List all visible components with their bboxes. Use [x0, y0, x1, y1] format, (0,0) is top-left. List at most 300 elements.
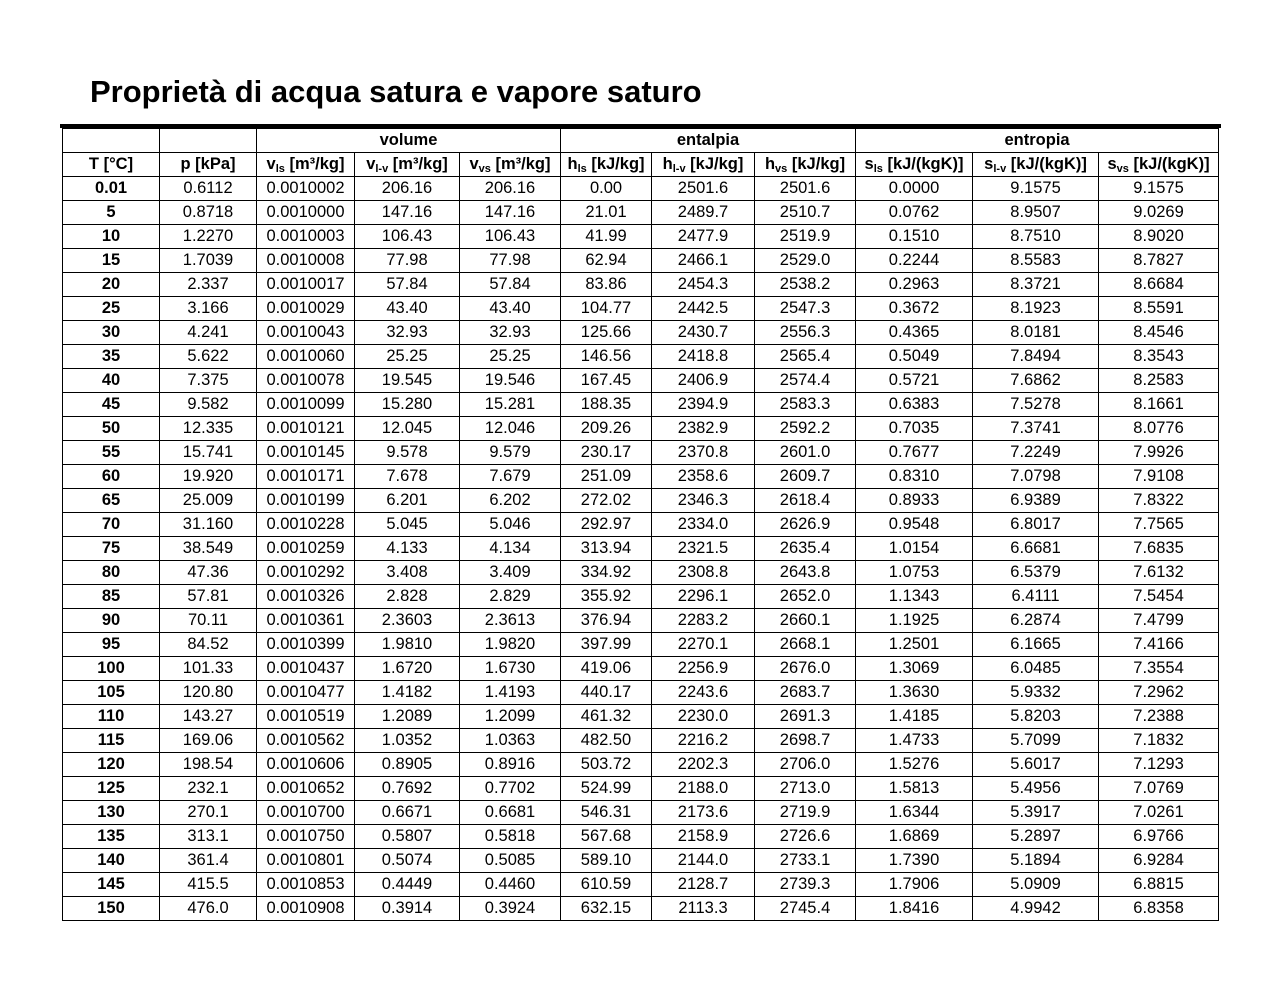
- cell-s-vs: 8.2583: [1099, 369, 1219, 393]
- cell-s-lv: 8.7510: [973, 225, 1099, 249]
- cell-temperature: 110: [63, 705, 160, 729]
- cell-s-ls: 1.4185: [856, 705, 973, 729]
- cell-v-ls: 0.0010477: [257, 681, 355, 705]
- cell-s-ls: 1.1343: [856, 585, 973, 609]
- table-row: [63, 753, 1219, 777]
- cell-pressure: 198.54: [160, 753, 257, 777]
- cell-h-lv: 2501.6: [652, 177, 755, 201]
- cell-pressure: 7.375: [160, 369, 257, 393]
- cell-v-ls: 0.0010437: [257, 657, 355, 681]
- table-row: [63, 177, 1219, 201]
- cell-pressure: 3.166: [160, 297, 257, 321]
- cell-s-lv: 7.6862: [973, 369, 1099, 393]
- table-row: [63, 321, 1219, 345]
- cell-h-vs: 2733.1: [755, 849, 856, 873]
- cell-temperature: 100: [63, 657, 160, 681]
- cell-pressure: 84.52: [160, 633, 257, 657]
- cell-s-ls: 1.4733: [856, 729, 973, 753]
- cell-s-ls: 1.3069: [856, 657, 973, 681]
- cell-s-vs: 7.1832: [1099, 729, 1219, 753]
- cell-h-vs: 2726.6: [755, 825, 856, 849]
- cell-pressure: 31.160: [160, 513, 257, 537]
- cell-h-ls: 503.72: [561, 753, 652, 777]
- cell-h-vs: 2601.0: [755, 441, 856, 465]
- cell-s-lv: 6.4111: [973, 585, 1099, 609]
- table-body: [63, 177, 1219, 921]
- cell-s-ls: 1.5276: [856, 753, 973, 777]
- cell-s-vs: 6.9284: [1099, 849, 1219, 873]
- cell-temperature: 135: [63, 825, 160, 849]
- group-header-row: [63, 129, 1219, 153]
- cell-v-lv: 106.43: [355, 225, 460, 249]
- cell-s-lv: 5.6017: [973, 753, 1099, 777]
- cell-h-lv: 2158.9: [652, 825, 755, 849]
- cell-v-lv: 4.133: [355, 537, 460, 561]
- cell-v-ls: 0.0010399: [257, 633, 355, 657]
- cell-v-lv: 1.6720: [355, 657, 460, 681]
- table-row: [63, 633, 1219, 657]
- cell-temperature: 60: [63, 465, 160, 489]
- cell-v-lv: 0.6671: [355, 801, 460, 825]
- table-row: [63, 249, 1219, 273]
- cell-temperature: 80: [63, 561, 160, 585]
- cell-v-lv: 7.678: [355, 465, 460, 489]
- cell-temperature: 45: [63, 393, 160, 417]
- cell-s-ls: 1.8416: [856, 897, 973, 921]
- cell-s-vs: 7.0769: [1099, 777, 1219, 801]
- cell-h-lv: 2370.8: [652, 441, 755, 465]
- cell-temperature: 150: [63, 897, 160, 921]
- cell-h-lv: 2173.6: [652, 801, 755, 825]
- cell-s-vs: 8.6684: [1099, 273, 1219, 297]
- cell-temperature: 115: [63, 729, 160, 753]
- cell-h-ls: 397.99: [561, 633, 652, 657]
- table-row: [63, 297, 1219, 321]
- cell-s-vs: 9.0269: [1099, 201, 1219, 225]
- cell-s-ls: 1.0154: [856, 537, 973, 561]
- cell-h-lv: 2216.2: [652, 729, 755, 753]
- cell-h-ls: 188.35: [561, 393, 652, 417]
- cell-h-vs: 2556.3: [755, 321, 856, 345]
- cell-h-lv: 2358.6: [652, 465, 755, 489]
- table-row: [63, 585, 1219, 609]
- cell-s-lv: 5.8203: [973, 705, 1099, 729]
- cell-v-vs: 0.8916: [460, 753, 561, 777]
- table-row: [63, 705, 1219, 729]
- cell-s-lv: 6.0485: [973, 657, 1099, 681]
- table-row: [63, 465, 1219, 489]
- saturated-water-table: [62, 128, 1219, 921]
- cell-s-vs: 7.2388: [1099, 705, 1219, 729]
- cell-s-vs: 6.8358: [1099, 897, 1219, 921]
- cell-v-vs: 0.5818: [460, 825, 561, 849]
- cell-v-lv: 12.045: [355, 417, 460, 441]
- cell-temperature: 95: [63, 633, 160, 657]
- cell-s-ls: 0.1510: [856, 225, 973, 249]
- cell-v-vs: 0.7702: [460, 777, 561, 801]
- header-s-vs: $s_{vs}$ [kJ/(kgK)]: [1099, 153, 1219, 177]
- cell-v-ls: 0.0010326: [257, 585, 355, 609]
- cell-h-lv: 2243.6: [652, 681, 755, 705]
- cell-v-vs: 0.4460: [460, 873, 561, 897]
- cell-h-ls: 104.77: [561, 297, 652, 321]
- cell-s-ls: 1.7390: [856, 849, 973, 873]
- table-row: [63, 561, 1219, 585]
- cell-s-vs: 7.6132: [1099, 561, 1219, 585]
- cell-v-lv: 0.7692: [355, 777, 460, 801]
- table-row: [63, 897, 1219, 921]
- cell-s-vs: 8.5591: [1099, 297, 1219, 321]
- cell-s-lv: 7.8494: [973, 345, 1099, 369]
- cell-s-lv: 5.7099: [973, 729, 1099, 753]
- cell-v-ls: 0.0010029: [257, 297, 355, 321]
- cell-h-lv: 2283.2: [652, 609, 755, 633]
- cell-v-lv: 5.045: [355, 513, 460, 537]
- cell-s-lv: 5.1894: [973, 849, 1099, 873]
- cell-h-vs: 2529.0: [755, 249, 856, 273]
- cell-s-ls: 0.2963: [856, 273, 973, 297]
- cell-v-ls: 0.0010099: [257, 393, 355, 417]
- cell-h-lv: 2308.8: [652, 561, 755, 585]
- cell-h-lv: 2394.9: [652, 393, 755, 417]
- cell-v-lv: 32.93: [355, 321, 460, 345]
- cell-s-vs: 8.0776: [1099, 417, 1219, 441]
- cell-v-lv: 57.84: [355, 273, 460, 297]
- header-h-lv: $h_{l-v}$ [kJ/kg]: [652, 153, 755, 177]
- cell-s-vs: 7.5454: [1099, 585, 1219, 609]
- cell-v-ls: 0.0010199: [257, 489, 355, 513]
- cell-pressure: 120.80: [160, 681, 257, 705]
- cell-v-vs: 0.5085: [460, 849, 561, 873]
- cell-pressure: 47.36: [160, 561, 257, 585]
- cell-temperature: 145: [63, 873, 160, 897]
- cell-v-ls: 0.0010292: [257, 561, 355, 585]
- cell-h-ls: 167.45: [561, 369, 652, 393]
- cell-s-ls: 0.5721: [856, 369, 973, 393]
- cell-h-vs: 2626.9: [755, 513, 856, 537]
- cell-temperature: 55: [63, 441, 160, 465]
- cell-h-lv: 2321.5: [652, 537, 755, 561]
- table-row: [63, 849, 1219, 873]
- cell-pressure: 101.33: [160, 657, 257, 681]
- cell-temperature: 10: [63, 225, 160, 249]
- cell-temperature: 120: [63, 753, 160, 777]
- cell-v-lv: 0.4449: [355, 873, 460, 897]
- cell-v-vs: 12.046: [460, 417, 561, 441]
- cell-h-ls: 41.99: [561, 225, 652, 249]
- cell-v-lv: 2.3603: [355, 609, 460, 633]
- cell-s-lv: 8.1923: [973, 297, 1099, 321]
- cell-h-ls: 292.97: [561, 513, 652, 537]
- cell-temperature: 35: [63, 345, 160, 369]
- header-v-vs: $v_{vs}$ [m³/kg]: [460, 153, 561, 177]
- table-row: [63, 201, 1219, 225]
- cell-h-ls: 440.17: [561, 681, 652, 705]
- cell-h-vs: 2719.9: [755, 801, 856, 825]
- cell-h-lv: 2256.9: [652, 657, 755, 681]
- cell-s-ls: 0.6383: [856, 393, 973, 417]
- cell-v-ls: 0.0010519: [257, 705, 355, 729]
- cell-s-vs: 8.3543: [1099, 345, 1219, 369]
- cell-v-ls: 0.0010060: [257, 345, 355, 369]
- cell-v-lv: 3.408: [355, 561, 460, 585]
- cell-s-ls: 0.5049: [856, 345, 973, 369]
- group-volume: volume: [257, 129, 561, 153]
- cell-h-ls: 482.50: [561, 729, 652, 753]
- cell-s-lv: 5.2897: [973, 825, 1099, 849]
- cell-s-lv: 8.9507: [973, 201, 1099, 225]
- cell-pressure: 0.6112: [160, 177, 257, 201]
- cell-v-ls: 0.0010145: [257, 441, 355, 465]
- cell-pressure: 415.5: [160, 873, 257, 897]
- cell-v-vs: 6.202: [460, 489, 561, 513]
- table-row: [63, 369, 1219, 393]
- cell-h-ls: 0.00: [561, 177, 652, 201]
- cell-s-ls: 1.3630: [856, 681, 973, 705]
- cell-h-ls: 355.92: [561, 585, 652, 609]
- cell-v-ls: 0.0010078: [257, 369, 355, 393]
- cell-h-ls: 567.68: [561, 825, 652, 849]
- cell-s-ls: 0.4365: [856, 321, 973, 345]
- cell-v-lv: 19.545: [355, 369, 460, 393]
- cell-s-vs: 7.1293: [1099, 753, 1219, 777]
- cell-v-vs: 1.0363: [460, 729, 561, 753]
- cell-h-vs: 2592.2: [755, 417, 856, 441]
- table-row: [63, 441, 1219, 465]
- cell-s-lv: 7.3741: [973, 417, 1099, 441]
- cell-v-ls: 0.0010361: [257, 609, 355, 633]
- cell-s-vs: 7.9926: [1099, 441, 1219, 465]
- cell-h-vs: 2574.4: [755, 369, 856, 393]
- cell-s-vs: 7.4166: [1099, 633, 1219, 657]
- cell-h-ls: 610.59: [561, 873, 652, 897]
- group-entalpia: entalpia: [561, 129, 856, 153]
- cell-h-vs: 2538.2: [755, 273, 856, 297]
- cell-v-ls: 0.0010121: [257, 417, 355, 441]
- cell-v-vs: 9.579: [460, 441, 561, 465]
- cell-pressure: 12.335: [160, 417, 257, 441]
- cell-h-vs: 2668.1: [755, 633, 856, 657]
- cell-s-vs: 9.1575: [1099, 177, 1219, 201]
- cell-v-vs: 77.98: [460, 249, 561, 273]
- cell-h-vs: 2660.1: [755, 609, 856, 633]
- cell-v-ls: 0.0010171: [257, 465, 355, 489]
- cell-h-vs: 2706.0: [755, 753, 856, 777]
- cell-h-lv: 2466.1: [652, 249, 755, 273]
- cell-h-lv: 2128.7: [652, 873, 755, 897]
- cell-h-ls: 21.01: [561, 201, 652, 225]
- table-row: [63, 273, 1219, 297]
- cell-h-lv: 2454.3: [652, 273, 755, 297]
- empty-header-cell: [63, 129, 160, 153]
- cell-s-vs: 7.0261: [1099, 801, 1219, 825]
- cell-s-lv: 7.0798: [973, 465, 1099, 489]
- cell-h-ls: 376.94: [561, 609, 652, 633]
- cell-h-vs: 2501.6: [755, 177, 856, 201]
- cell-pressure: 1.2270: [160, 225, 257, 249]
- cell-h-ls: 83.86: [561, 273, 652, 297]
- cell-temperature: 75: [63, 537, 160, 561]
- cell-temperature: 130: [63, 801, 160, 825]
- header-h-ls: $h_{ls}$ [kJ/kg]: [561, 153, 652, 177]
- cell-v-ls: 0.0010652: [257, 777, 355, 801]
- cell-v-lv: 2.828: [355, 585, 460, 609]
- cell-v-ls: 0.0010700: [257, 801, 355, 825]
- cell-h-ls: 146.56: [561, 345, 652, 369]
- cell-v-ls: 0.0010002: [257, 177, 355, 201]
- cell-pressure: 270.1: [160, 801, 257, 825]
- cell-s-lv: 7.5278: [973, 393, 1099, 417]
- cell-temperature: 5: [63, 201, 160, 225]
- cell-h-vs: 2739.3: [755, 873, 856, 897]
- cell-s-vs: 6.8815: [1099, 873, 1219, 897]
- cell-s-ls: 1.5813: [856, 777, 973, 801]
- cell-h-ls: 62.94: [561, 249, 652, 273]
- cell-h-lv: 2406.9: [652, 369, 755, 393]
- cell-v-lv: 1.9810: [355, 633, 460, 657]
- cell-v-lv: 1.4182: [355, 681, 460, 705]
- cell-h-ls: 461.32: [561, 705, 652, 729]
- cell-v-lv: 0.8905: [355, 753, 460, 777]
- cell-pressure: 15.741: [160, 441, 257, 465]
- cell-h-vs: 2643.8: [755, 561, 856, 585]
- cell-v-ls: 0.0010606: [257, 753, 355, 777]
- cell-s-ls: 0.8310: [856, 465, 973, 489]
- cell-s-ls: 1.1925: [856, 609, 973, 633]
- cell-s-lv: 6.1665: [973, 633, 1099, 657]
- cell-s-ls: 0.0000: [856, 177, 973, 201]
- cell-temperature: 25: [63, 297, 160, 321]
- cell-h-vs: 2519.9: [755, 225, 856, 249]
- cell-v-lv: 1.2089: [355, 705, 460, 729]
- cell-temperature: 0.01: [63, 177, 160, 201]
- cell-s-ls: 0.7677: [856, 441, 973, 465]
- cell-h-lv: 2113.3: [652, 897, 755, 921]
- cell-pressure: 0.8718: [160, 201, 257, 225]
- cell-h-ls: 125.66: [561, 321, 652, 345]
- cell-h-vs: 2547.3: [755, 297, 856, 321]
- header-v-lv: $v_{l-v}$ [m³/kg]: [355, 153, 460, 177]
- cell-h-ls: 230.17: [561, 441, 652, 465]
- cell-h-lv: 2334.0: [652, 513, 755, 537]
- table-row: [63, 393, 1219, 417]
- cell-h-vs: 2635.4: [755, 537, 856, 561]
- cell-v-ls: 0.0010259: [257, 537, 355, 561]
- cell-h-vs: 2510.7: [755, 201, 856, 225]
- cell-v-ls: 0.0010003: [257, 225, 355, 249]
- cell-pressure: 361.4: [160, 849, 257, 873]
- header-v-ls: $v_{ls}$ [m³/kg]: [257, 153, 355, 177]
- cell-h-lv: 2418.8: [652, 345, 755, 369]
- table-row: [63, 489, 1219, 513]
- header-h-vs: $h_{vs}$ [kJ/kg]: [755, 153, 856, 177]
- table-row: [63, 657, 1219, 681]
- cell-s-vs: 7.3554: [1099, 657, 1219, 681]
- cell-v-vs: 57.84: [460, 273, 561, 297]
- cell-pressure: 25.009: [160, 489, 257, 513]
- group-entropia: entropia: [856, 129, 1219, 153]
- cell-h-ls: 419.06: [561, 657, 652, 681]
- cell-pressure: 143.27: [160, 705, 257, 729]
- cell-s-ls: 0.8933: [856, 489, 973, 513]
- table-row: [63, 609, 1219, 633]
- cell-temperature: 85: [63, 585, 160, 609]
- cell-v-ls: 0.0010043: [257, 321, 355, 345]
- cell-v-lv: 147.16: [355, 201, 460, 225]
- cell-h-ls: 313.94: [561, 537, 652, 561]
- cell-s-lv: 6.2874: [973, 609, 1099, 633]
- cell-h-vs: 2683.7: [755, 681, 856, 705]
- empty-header-cell: [160, 129, 257, 153]
- cell-h-vs: 2698.7: [755, 729, 856, 753]
- cell-pressure: 70.11: [160, 609, 257, 633]
- cell-h-lv: 2230.0: [652, 705, 755, 729]
- cell-s-vs: 7.6835: [1099, 537, 1219, 561]
- cell-s-lv: 5.9332: [973, 681, 1099, 705]
- cell-pressure: 19.920: [160, 465, 257, 489]
- cell-v-lv: 1.0352: [355, 729, 460, 753]
- cell-h-vs: 2652.0: [755, 585, 856, 609]
- cell-v-vs: 32.93: [460, 321, 561, 345]
- cell-v-lv: 0.5074: [355, 849, 460, 873]
- cell-v-lv: 25.25: [355, 345, 460, 369]
- cell-s-vs: 7.9108: [1099, 465, 1219, 489]
- header-pressure: p [kPa]: [160, 153, 257, 177]
- cell-s-ls: 1.0753: [856, 561, 973, 585]
- cell-v-vs: 19.546: [460, 369, 561, 393]
- cell-s-vs: 7.8322: [1099, 489, 1219, 513]
- cell-v-lv: 43.40: [355, 297, 460, 321]
- cell-v-ls: 0.0010562: [257, 729, 355, 753]
- cell-v-vs: 206.16: [460, 177, 561, 201]
- table-row: [63, 825, 1219, 849]
- cell-s-ls: 0.7035: [856, 417, 973, 441]
- cell-h-ls: 589.10: [561, 849, 652, 873]
- cell-v-vs: 43.40: [460, 297, 561, 321]
- cell-s-lv: 9.1575: [973, 177, 1099, 201]
- cell-v-lv: 206.16: [355, 177, 460, 201]
- cell-s-lv: 8.3721: [973, 273, 1099, 297]
- cell-temperature: 140: [63, 849, 160, 873]
- cell-pressure: 169.06: [160, 729, 257, 753]
- cell-pressure: 1.7039: [160, 249, 257, 273]
- cell-s-ls: 0.2244: [856, 249, 973, 273]
- table-row: [63, 801, 1219, 825]
- cell-v-lv: 77.98: [355, 249, 460, 273]
- cell-s-ls: 1.6869: [856, 825, 973, 849]
- cell-pressure: 38.549: [160, 537, 257, 561]
- cell-v-ls: 0.0010908: [257, 897, 355, 921]
- cell-s-vs: 7.7565: [1099, 513, 1219, 537]
- cell-v-vs: 1.9820: [460, 633, 561, 657]
- cell-s-lv: 5.3917: [973, 801, 1099, 825]
- cell-h-ls: 251.09: [561, 465, 652, 489]
- cell-v-vs: 1.6730: [460, 657, 561, 681]
- cell-temperature: 125: [63, 777, 160, 801]
- cell-v-vs: 147.16: [460, 201, 561, 225]
- table-row: [63, 513, 1219, 537]
- cell-s-lv: 6.6681: [973, 537, 1099, 561]
- cell-s-lv: 4.9942: [973, 897, 1099, 921]
- cell-h-lv: 2346.3: [652, 489, 755, 513]
- cell-pressure: 57.81: [160, 585, 257, 609]
- table-row: [63, 873, 1219, 897]
- cell-v-vs: 106.43: [460, 225, 561, 249]
- cell-s-ls: 1.7906: [856, 873, 973, 897]
- cell-h-lv: 2270.1: [652, 633, 755, 657]
- cell-h-vs: 2609.7: [755, 465, 856, 489]
- cell-h-lv: 2489.7: [652, 201, 755, 225]
